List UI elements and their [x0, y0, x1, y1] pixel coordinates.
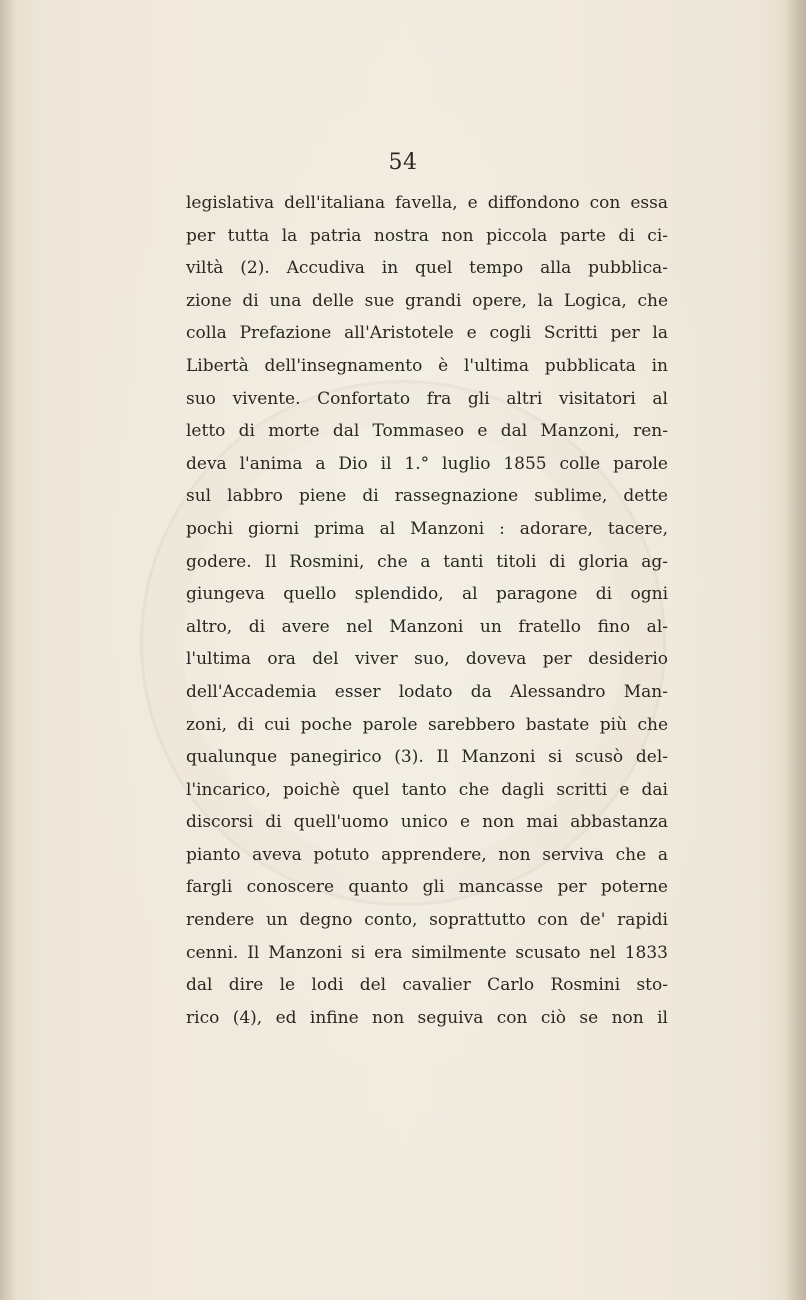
text-line: dal dire le lodi del cavalier Carlo Rosmini sto-: [186, 975, 668, 996]
text-line: deva l'anima a Dio il 1.° luglio 1855 colle parole: [186, 453, 668, 474]
text-line: rico (4), ed infine non seguiva con ciò se non il: [186, 1007, 668, 1028]
text-line: Libertà dell'insegnamento è l'ultima pubblicata in: [186, 355, 668, 376]
text-line: godere. Il Rosmini, che a tanti titoli di gloria ag-: [186, 551, 668, 572]
text-line: l'incarico, poichè quel tanto che dagli scritti e dai: [186, 779, 668, 800]
text-line: l'ultima ora del viver suo, doveva per desiderio: [186, 649, 668, 670]
text-line: pianto aveva potuto apprendere, non serviva che a: [186, 844, 668, 865]
text-line: discorsi di quell'uomo unico e non mai abbastanza: [186, 812, 668, 833]
text-line: altro, di avere nel Manzoni un fratello fino al-: [186, 616, 668, 637]
text-line: colla Prefazione all'Aristotele e cogli Scritti per la: [186, 323, 668, 344]
text-line: per tutta la patria nostra non piccola parte di ci-: [186, 225, 668, 246]
text-line: sul labbro piene di rassegnazione sublime, dette: [186, 486, 668, 507]
text-line: zione di una delle sue grandi opere, la Logica, che: [186, 290, 668, 311]
text-line: zoni, di cui poche parole sarebbero bastate più che: [186, 714, 668, 735]
text-line: qualunque panegirico (3). Il Manzoni si scusò del-: [186, 747, 668, 768]
page-edge-shadow-right: [784, 0, 806, 1300]
text-line: pochi giorni prima al Manzoni : adorare, tacere,: [186, 518, 668, 539]
text-line: fargli conoscere quanto gli mancasse per poterne: [186, 877, 668, 898]
page-edge-shadow-left: [0, 0, 16, 1300]
text-line: suo vivente. Confortato fra gli altri visitatori al: [186, 388, 668, 409]
body-text: [186, 187, 668, 1034]
text-line: rendere un degno conto, soprattutto con de' rapidi: [186, 910, 668, 931]
text-line: legislativa dell'italiana favella, e diffondono con essa: [186, 193, 668, 213]
text-line: dell'Accademia esser lodato da Alessandro Man-: [186, 681, 668, 702]
text-line: letto di morte dal Tommaseo e dal Manzoni, ren-: [186, 421, 668, 442]
page-number: 54: [388, 150, 418, 175]
text-line: giungeva quello splendido, al paragone di ogni: [186, 584, 668, 605]
text-line: viltà (2). Accudiva in quel tempo alla pubblica-: [186, 258, 668, 279]
text-line: cenni. Il Manzoni si era similmente scusato nel 1833: [186, 942, 668, 963]
